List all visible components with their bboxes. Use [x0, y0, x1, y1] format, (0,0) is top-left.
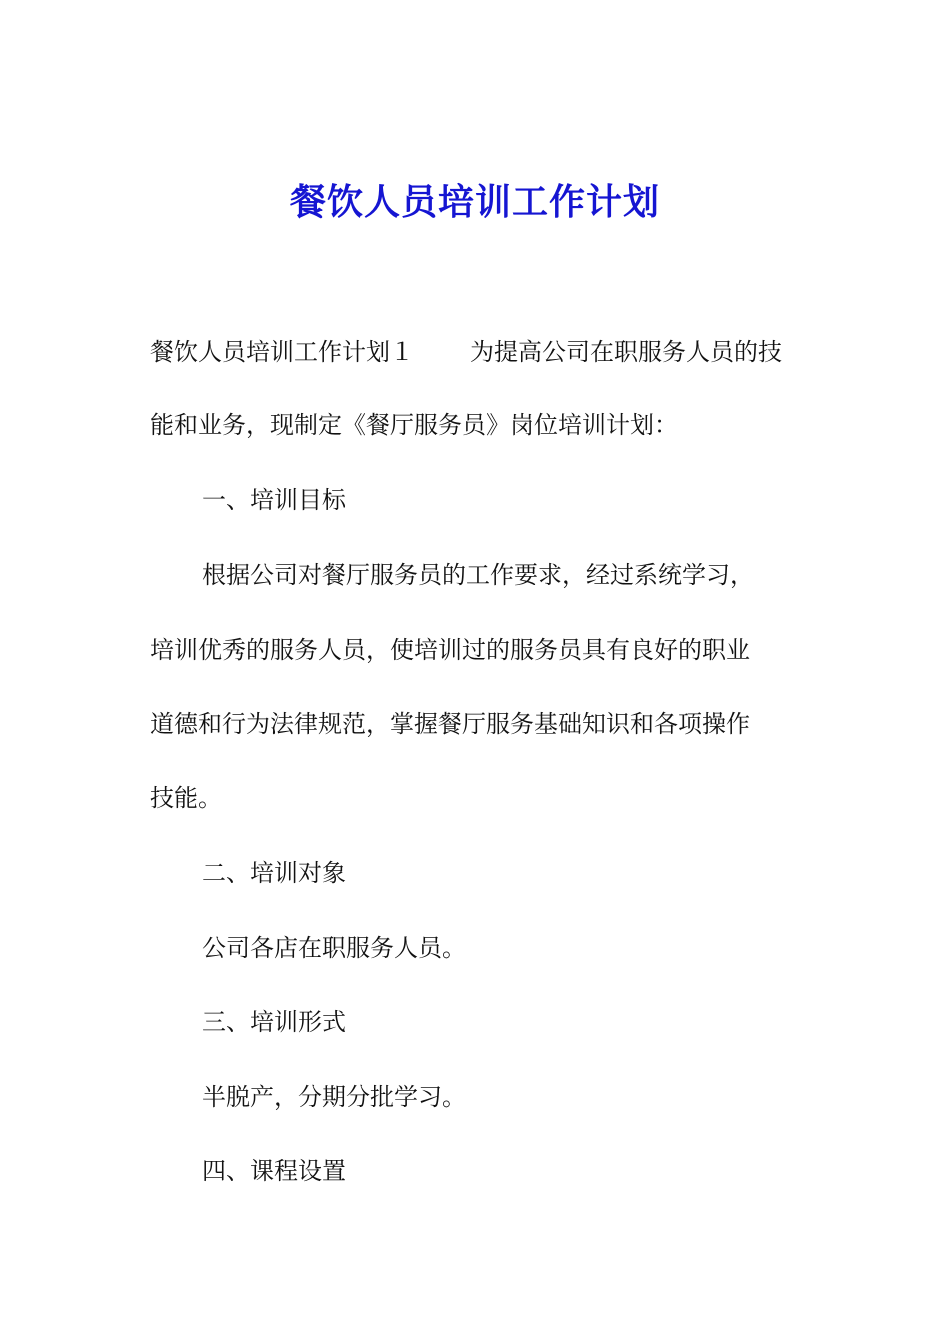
- intro-line-1: [150, 335, 810, 369]
- section1-line-3: 道德和行为法律规范，掌握餐厅服务基础知识和各项操作: [150, 710, 750, 738]
- section3-text: 半脱产，分期分批学习。: [202, 1083, 466, 1111]
- section1-line-2: 培训优秀的服务人员，使培训过的服务员具有良好的职业: [150, 636, 750, 664]
- section3-heading: 三、培训形式: [202, 1008, 346, 1036]
- intro-heading: 餐饮人员培训工作计划１: [150, 338, 414, 366]
- section4-heading: 四、课程设置: [202, 1157, 346, 1185]
- intro-text-1: 为提高公司在职服务人员的技: [470, 338, 782, 366]
- section2-text: 公司各店在职服务人员。: [202, 934, 466, 962]
- section1-line-1: 根据公司对餐厅服务员的工作要求，经过系统学习，: [202, 561, 754, 589]
- section1-heading: 一、培训目标: [202, 486, 346, 514]
- section1-line-4: 技能。: [150, 784, 222, 812]
- section2-heading: 二、培训对象: [202, 859, 346, 887]
- document-title: 餐饮人员培训工作计划: [289, 181, 660, 223]
- intro-line-2: 能和业务，现制定《餐厅服务员》岗位培训计划：: [150, 411, 678, 439]
